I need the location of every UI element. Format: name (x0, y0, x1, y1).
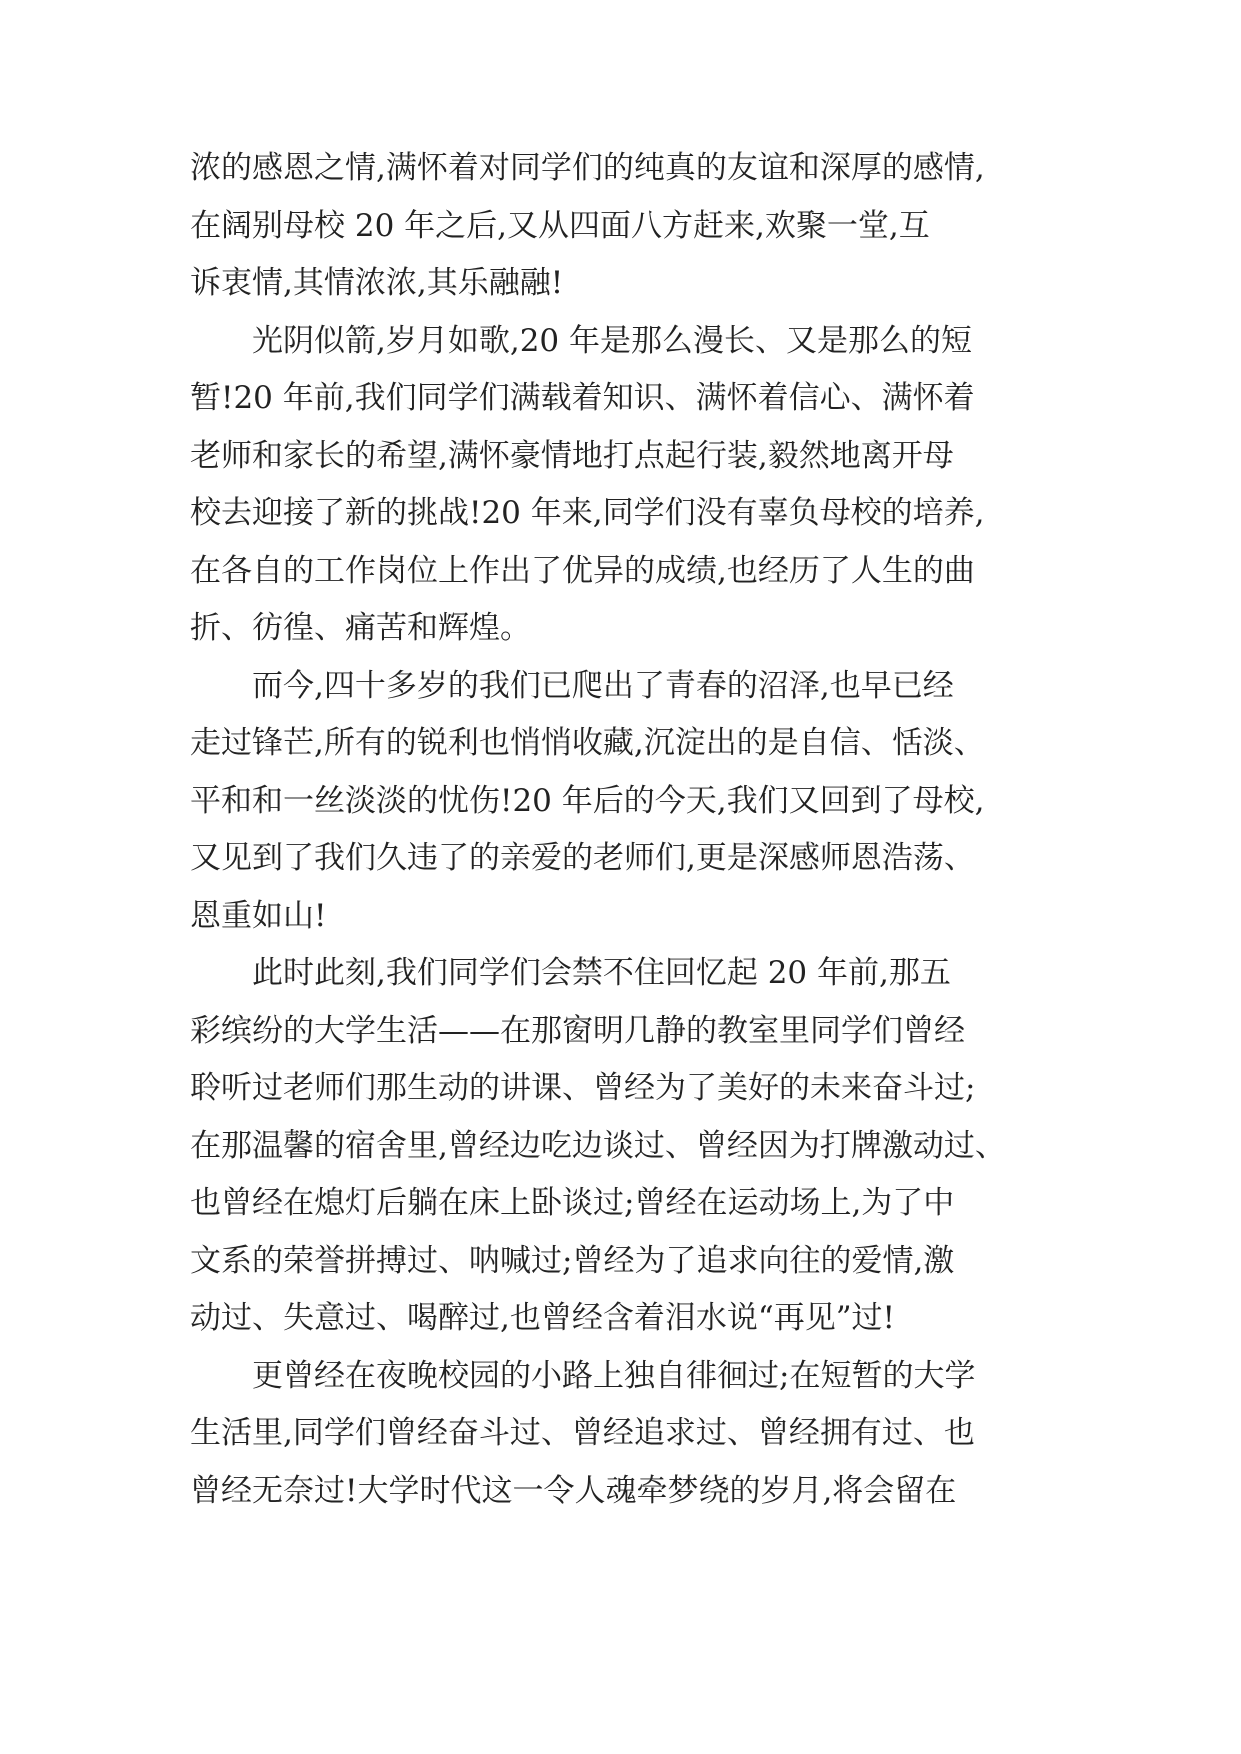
paragraph-start-line: 光阴似箭,岁月如歌,20 年是那么漫长、又是那么的短 (252, 322, 973, 359)
text-line: 动过、失意过、喝醉过,也曾经含着泪水说“再见”过! (190, 1300, 896, 1336)
text-line: 暂!20 年前,我们同学们满载着知识、满怀着信心、满怀着 (190, 380, 975, 416)
text-line: 在阔别母校 20 年之后,又从四面八方赶来,欢聚一堂,互 (190, 207, 930, 244)
text-line: 生活里,同学们曾经奋斗过、曾经追求过、曾经拥有过、也 (190, 1415, 975, 1451)
text-line: 诉衷情,其情浓浓,其乐融融! (190, 265, 564, 301)
text-line: 也曾经在熄灯后躺在床上卧谈过;曾经在运动场上,为了中 (190, 1185, 955, 1221)
paragraph-start-line: 更曾经在夜晚校园的小路上独自徘徊过;在短暂的大学 (252, 1357, 976, 1394)
text-line: 文系的荣誉拼搏过、呐喊过;曾经为了追求向往的爱情,激 (190, 1242, 955, 1279)
text-line: 老师和家长的希望,满怀豪情地打点起行装,毅然地离开母 (190, 437, 954, 474)
text-line: 恩重如山! (190, 897, 327, 934)
body-text (190, 140, 1090, 1520)
text-line: 在那温馨的宿舍里,曾经边吃边谈过、曾经因为打牌激动过、 (190, 1127, 1006, 1164)
text-line: 聆听过老师们那生动的讲课、曾经为了美好的未来奋斗过; (190, 1070, 976, 1106)
text-line: 浓的感恩之情,满怀着对同学们的纯真的友谊和深厚的感情, (190, 150, 985, 186)
text-line: 又见到了我们久违了的亲爱的老师们,更是深感师恩浩荡、 (190, 840, 975, 876)
paragraph-start-line: 而今,四十多岁的我们已爬出了青春的沼泽,也早已经 (252, 667, 954, 704)
text-line: 在各自的工作岗位上作出了优异的成绩,也经历了人生的曲 (190, 552, 975, 589)
text-line: 校去迎接了新的挑战!20 年来,同学们没有辜负母校的培养, (190, 495, 985, 531)
text-line: 曾经无奈过!大学时代这一令人魂牵梦绕的岁月,将会留在 (190, 1472, 957, 1509)
text-line: 彩缤纷的大学生活——在那窗明几静的教室里同学们曾经 (190, 1012, 965, 1049)
paragraph-start-line: 此时此刻,我们同学们会禁不住回忆起 20 年前,那五 (252, 955, 951, 991)
text-line: 走过锋芒,所有的锐利也悄悄收藏,沉淀出的是自信、恬淡、 (190, 725, 985, 761)
text-line: 折、彷徨、痛苦和辉煌。 (190, 610, 531, 646)
text-line: 平和和一丝淡淡的忧伤!20 年后的今天,我们又回到了母校, (190, 782, 985, 819)
